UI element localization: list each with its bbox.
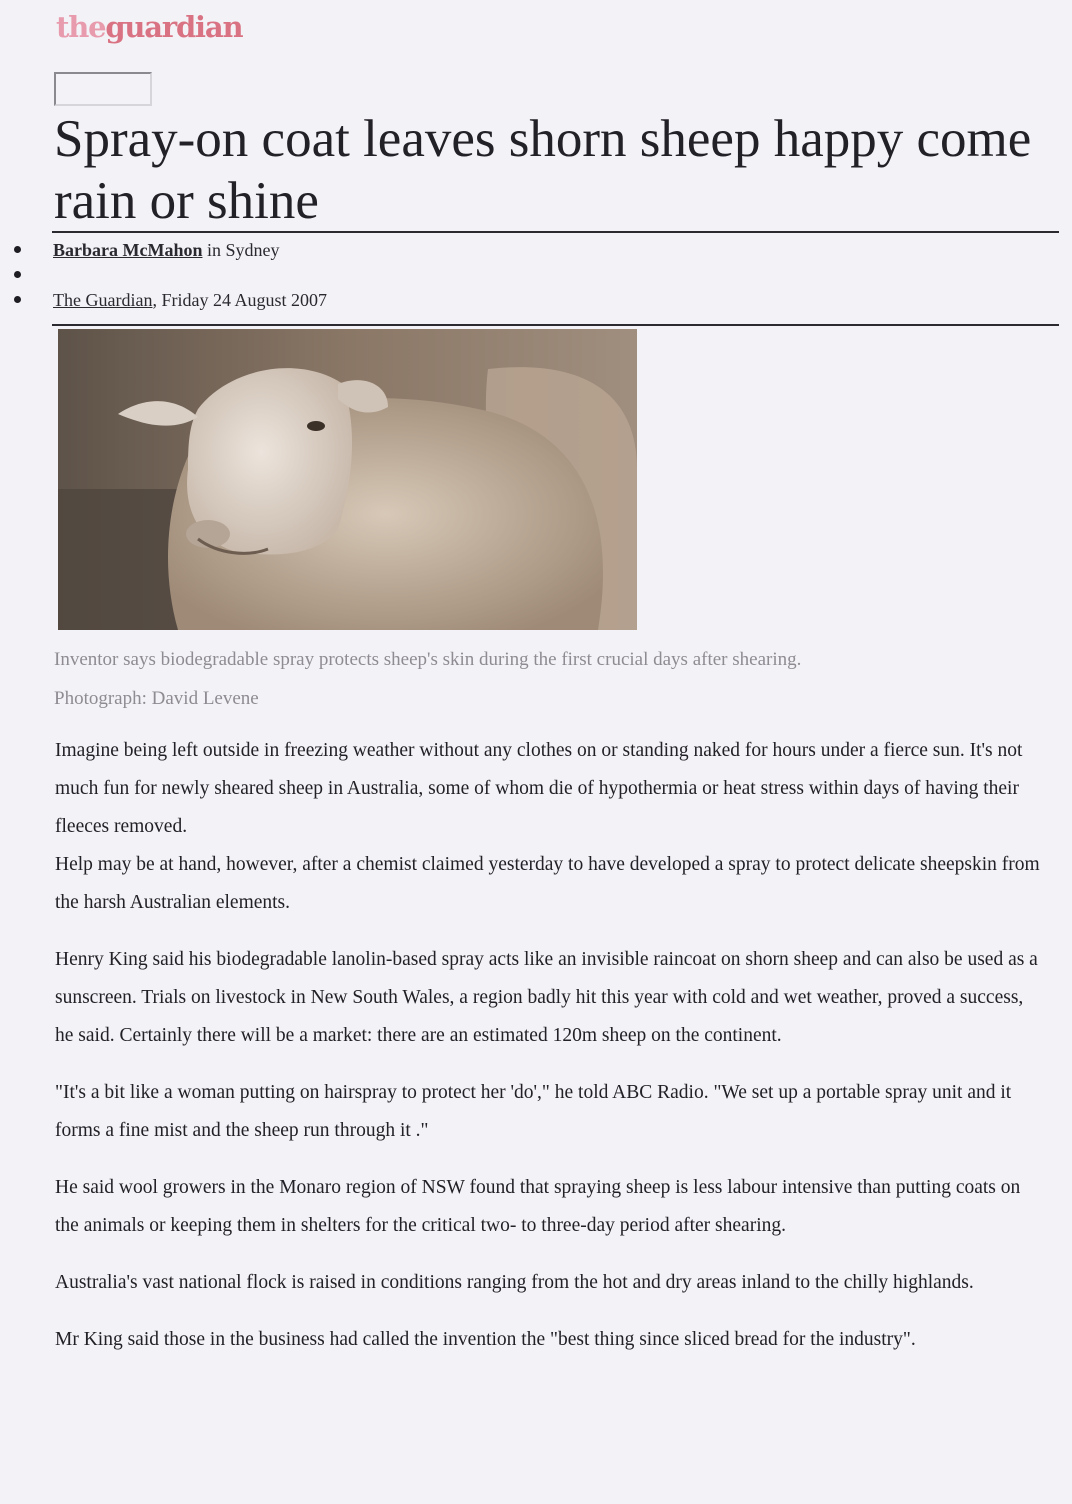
guardian-logo[interactable] <box>56 10 242 44</box>
article-paragraph: Imagine being left outside in freezing weather without any clothes on or standing naked for hours under a fierce sun. It's not much fun for newly sheared sheep in Australia, some of whom die of hypothermia or heat stress within days of having their fleeces removed. <box>55 740 1023 837</box>
author-link[interactable]: Barbara McMahon <box>53 240 203 260</box>
article-paragraph: Henry King said his biodegradable lanolin-based spray acts like an invisible raincoat on shorn sheep and can also be used as a sunscreen. Trials on livestock in New South Wales, a region badly hit this year with cold and wet weather, proved a success, he said. Certainly there will be a market: there are an estimated 120m sheep on the continent. <box>55 949 1038 1046</box>
headline: Spray-on coat leaves shorn sheep happy come rain or shine <box>54 110 1032 230</box>
photo-caption <box>54 640 1034 718</box>
caption-credit: Photograph: David Levene <box>54 688 259 709</box>
headline-rule <box>52 231 1059 233</box>
article-body <box>55 732 1045 1359</box>
caption-text: Inventor says biodegradable spray protects sheep's skin during the first crucial days after shearing. <box>54 649 802 670</box>
article-paragraph: Mr King said those in the business had called the invention the "best thing since sliced bread for the industry". <box>55 1329 916 1350</box>
article-paragraph: He said wool growers in the Monaro region of NSW found that spraying sheep is less labour intensive than putting coats on the animals or keeping them in shelters for the critical two- to three-day period after shearing. <box>55 1177 1021 1236</box>
sheep-photo <box>58 329 637 630</box>
publication-link[interactable]: The Guardian <box>53 290 153 310</box>
logo-guardian: guardian <box>105 10 243 44</box>
article-paragraph: "It's a bit like a woman putting on hairspray to protect her 'do'," he told ABC Radio. "We set up a portable spray unit and it forms a fine mist and the sheep run through it ." <box>55 1082 1012 1141</box>
publication-date: , Friday 24 August 2007 <box>152 290 327 310</box>
byline-rule <box>52 324 1059 326</box>
bullet-icon <box>14 246 21 253</box>
logo-the: the <box>56 10 106 44</box>
article-paragraph: Australia's vast national flock is raised in conditions ranging from the hot and dry areas inland to the chilly highlands. <box>55 1272 974 1293</box>
bullet-icon <box>14 296 21 303</box>
article-paragraph: Help may be at hand, however, after a chemist claimed yesterday to have developed a spray to protect delicate sheepskin from the harsh Australian elements. <box>55 854 1040 913</box>
byline-location: in Sydney <box>202 240 280 260</box>
empty-box <box>54 72 152 106</box>
bullet-icon <box>14 271 21 278</box>
